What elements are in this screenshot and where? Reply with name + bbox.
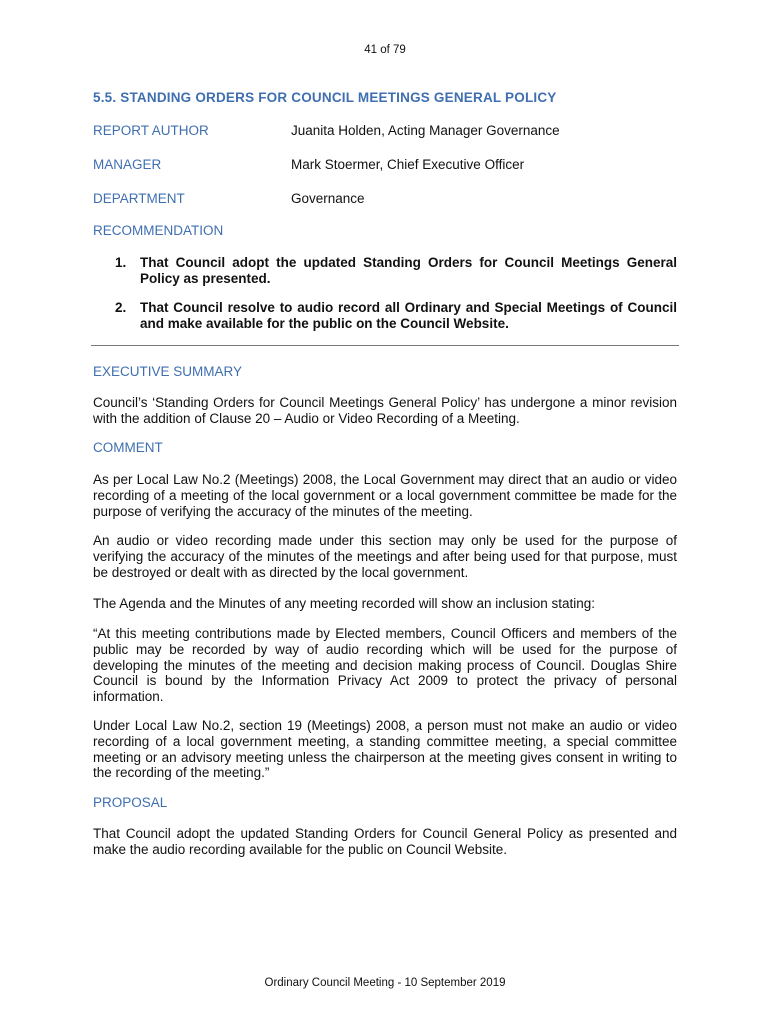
report-author-value: Juanita Holden, Acting Manager Governance <box>291 123 560 138</box>
manager-value: Mark Stoermer, Chief Executive Officer <box>291 157 525 172</box>
page-number: 41 of 79 <box>364 44 406 56</box>
manager-label: MANAGER <box>93 157 162 172</box>
recommendation-item <box>115 255 677 287</box>
executive-summary-heading: EXECUTIVE SUMMARY <box>93 364 243 379</box>
comment-paragraph: “At this meeting contributions made by Elected members, Council Officers and members of the public may be recorded by way of audio recording which will be used for the purpose of developing the minutes of the meeting and decision making process of Council. Douglas Shire Council is bound by the Information Privacy Act 2009 to protect the privacy of personal information. <box>93 626 677 705</box>
executive-summary-text: Council’s ‘Standing Orders for Council Meetings General Policy’ has undergone a minor revision with the addition of Clause 20 – Audio or Video Recording of a Meeting. <box>93 395 677 426</box>
recommendation-item <box>115 300 677 332</box>
page-title: 5.5. STANDING ORDERS FOR COUNCIL MEETINGS GENERAL POLICY <box>93 90 557 105</box>
recommendation-heading: RECOMMENDATION <box>93 223 224 238</box>
page-footer: Ordinary Council Meeting - 10 September 2019 <box>264 977 506 989</box>
recommendation-list <box>115 255 677 345</box>
proposal-heading: PROPOSAL <box>93 795 168 810</box>
proposal-text: That Council adopt the updated Standing Orders for Council General Policy as presented and make the audio recording available for the public on Council Website. <box>93 826 677 857</box>
recommendation-text: That Council adopt the updated Standing Orders for Council Meetings General Policy as presented. <box>140 255 677 286</box>
comment-paragraph: The Agenda and the Minutes of any meeting recorded will show an inclusion stating: <box>93 596 596 611</box>
recommendation-number: 1. <box>115 255 127 270</box>
recommendation-text: That Council resolve to audio record all Ordinary and Special Meetings of Council and make available for the public on the Council Website. <box>140 300 677 331</box>
comment-paragraph: As per Local Law No.2 (Meetings) 2008, the Local Government may direct that an audio or video recording of a meeting of the local government or a local government committee be made for the purpose of verifying the accuracy of the minutes of the meeting. <box>93 472 677 519</box>
comment-heading: COMMENT <box>93 440 163 455</box>
recommendation-number: 2. <box>115 300 127 315</box>
department-label: DEPARTMENT <box>93 191 185 206</box>
comment-paragraph: An audio or video recording made under this section may only be used for the purpose of verifying the accuracy of the minutes of the meetings and after being used for that purpose, must be destroyed or dealt with as directed by the local government. <box>93 533 677 580</box>
comment-paragraph: Under Local Law No.2, section 19 (Meetings) 2008, a person must not make an audio or video recording of a local government meeting, a standing committee meeting, a special committee meeting or an advisory meeting unless the chairperson at the meeting gives consent in writing to the recording of the meeting.” <box>93 718 677 781</box>
department-value: Governance <box>291 191 365 206</box>
report-author-label: REPORT AUTHOR <box>93 123 209 138</box>
section-divider <box>91 345 679 346</box>
